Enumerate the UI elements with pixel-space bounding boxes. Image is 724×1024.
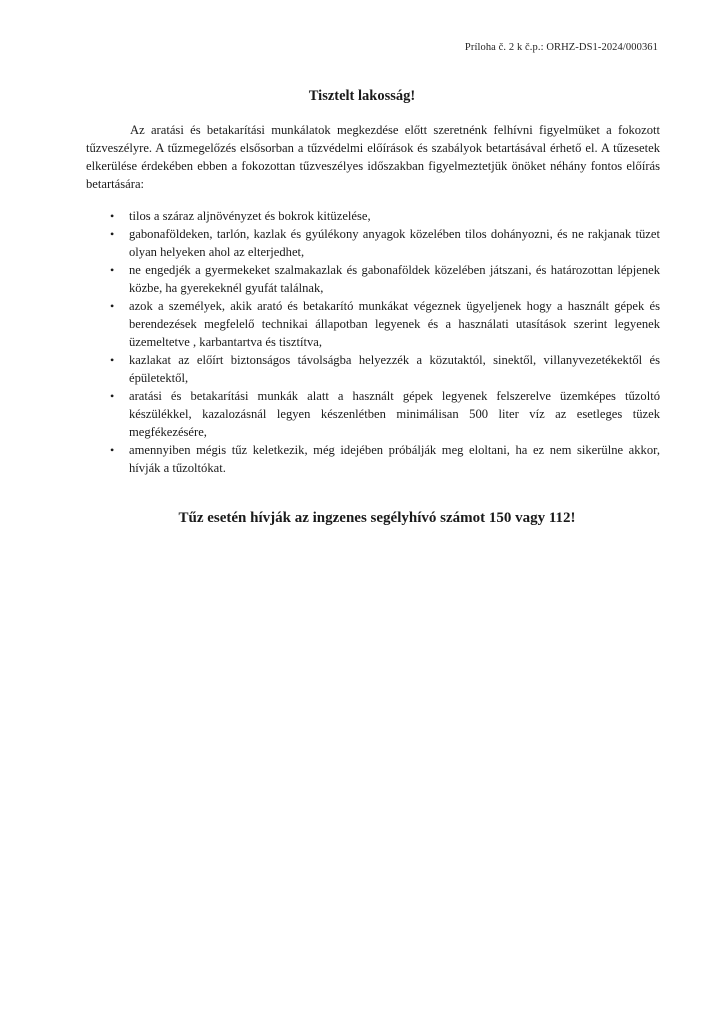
rule-text: aratási és betakarítási munkák alatt a használt gépek legyenek felszerelve üzemképes tűzoltó készülékkel, kazalozásnál legyen készenlétben minimálisan 500 liter víz az esetleges tüzek megfékezésére, bbox=[129, 389, 660, 439]
list-item bbox=[86, 207, 660, 225]
rules-list bbox=[86, 207, 660, 477]
list-item bbox=[86, 387, 660, 441]
bullet-icon: • bbox=[110, 209, 115, 223]
bullet-icon: • bbox=[110, 389, 115, 403]
list-item bbox=[86, 261, 660, 297]
bullet-icon: • bbox=[110, 299, 115, 313]
list-item bbox=[86, 441, 660, 477]
list-item bbox=[86, 297, 660, 351]
document-title: Tisztelt lakosság! bbox=[308, 88, 416, 104]
rule-text: kazlakat az előírt biztonságos távolságba helyezzék a közutaktól, sinektől, villanyvezetékektől és épületektől, bbox=[129, 353, 660, 385]
rule-text: ne engedjék a gyermekeket szalmakazlak és gabonaföldek közelében játszani, és határozottan lépjenek közbe, ha gyerekeknél gyufát találnak, bbox=[129, 263, 660, 295]
rule-text: azok a személyek, akik arató és betakarító munkákat végeznek ügyeljenek hogy a használt gépek és berendezések megfelelő technikai állapotban legyenek és a használati utasítások szerint legyenek üzemeltetve , karbantartva és tisztítva, bbox=[129, 299, 660, 349]
bullet-icon: • bbox=[110, 263, 115, 277]
bullet-icon: • bbox=[110, 353, 115, 367]
document-reference: Príloha č. 2 k č.p.: ORHZ-DS1-2024/000361 bbox=[464, 42, 658, 53]
rule-text: tilos a száraz aljnövényzet és bokrok kitüzelése, bbox=[129, 209, 371, 223]
rule-text: amennyiben mégis tűz keletkezik, még idejében próbálják meg eloltani, ha ez nem sikerülne akkor, hívják a tűzoltókat. bbox=[129, 443, 660, 475]
intro-paragraph: Az aratási és betakarítási munkálatok megkezdése előtt szeretnénk felhívni figyelmüket a fokozott tűzveszélyre. A tűzmegelőzés elsősorban a tűzvédelmi előírások és szabályok betartásával érhető el. A tűzesetek elkerülése érdekében ebben a fokozottan tűzveszélyes időszakban figyelmeztetjük önöket néhány fontos előírás betartására: bbox=[86, 123, 660, 191]
emergency-call-notice: Tűz esetén hívják az ingzenes segélyhívó számot 150 vagy 112! bbox=[178, 510, 576, 526]
bullet-icon: • bbox=[110, 227, 115, 241]
list-item bbox=[86, 225, 660, 261]
bullet-icon: • bbox=[110, 443, 115, 457]
rule-text: gabonaföldeken, tarlón, kazlak és gyúlékony anyagok közelében tilos dohányozni, és ne rakjanak tüzet olyan helyeken ahol az elterjedhet, bbox=[129, 227, 660, 259]
list-item bbox=[86, 351, 660, 387]
